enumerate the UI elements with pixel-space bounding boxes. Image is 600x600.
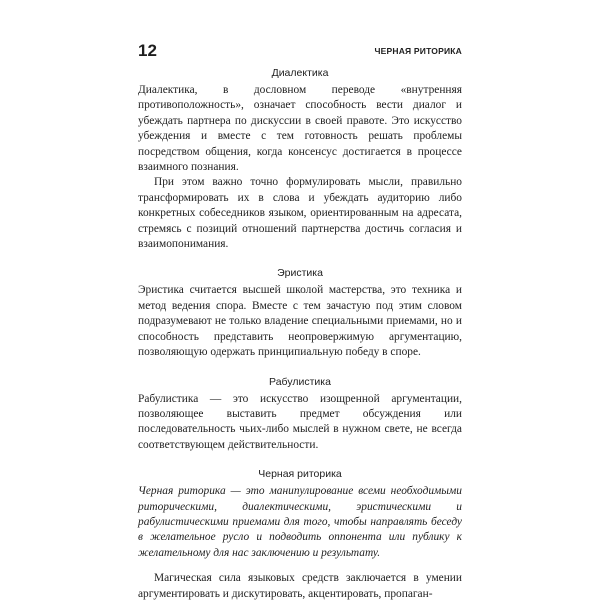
paragraph: При этом важно точно формулировать мысли, правильно трансформировать их в слова и убеждать аудиторию либо конкретных собеседников языком, ориентированным на адресата, стремясь с позиций отношений партнерства достичь согласия и взаимопонимания. bbox=[138, 176, 462, 251]
italic-definition: Черная риторика — это манипулирование всеми необходимыми риторическими, диалектическими, эристическими и рабулистическими приемами для того, чтобы направлять беседу в желательное русло и подводить оппонента или публику к желательному для нас заключению и результату. bbox=[138, 485, 462, 559]
paragraph: Диалектика, в дословном переводе «внутренняя противоположность», означает способность вести диалог и убеждать партнера по дискуссии в своей правоте. Это искусство убеждения и вместе с тем готовность решать проблемы посредством общения, когда консенсус достигается в процессе взаимного познания. bbox=[138, 84, 462, 174]
running-title: ЧЕРНАЯ РИТОРИКА bbox=[374, 46, 462, 56]
spacer bbox=[138, 561, 462, 571]
spacer bbox=[138, 361, 462, 375]
section-eristics bbox=[138, 266, 462, 360]
section-black-rhetoric bbox=[138, 467, 462, 600]
page-content bbox=[138, 66, 462, 600]
page-number: 12 bbox=[138, 41, 157, 60]
paragraph: Рабулистика — это искусство изощренной аргументации, позволяющее выставить предмет обсуждения или последовательность чьих-либо мыслей в нужном свете, не всегда соответствующем действительности. bbox=[138, 392, 462, 451]
section-rabulistics bbox=[138, 375, 462, 454]
section-heading: Эристика bbox=[277, 267, 323, 280]
page-header bbox=[138, 40, 462, 62]
section-heading: Диалектика bbox=[271, 67, 329, 79]
spacer bbox=[138, 252, 462, 266]
spacer bbox=[138, 453, 462, 467]
paragraph: Магическая сила языковых средств заключается в умении аргументировать и дискутировать, акцентировать, пропаган- bbox=[138, 572, 462, 600]
section-heading: Рабулистика bbox=[269, 375, 331, 388]
section-heading: Черная риторика bbox=[258, 468, 342, 481]
paragraph: Эристика считается высшей школой мастерства, это техника и метод ведения спора. Вместе с тем зачастую под этим словом подразумевают не только владение специальными приемами, но и способность представить неопровержимую аргументацию, позволяющую одержать принципиальную победу в споре. bbox=[138, 284, 462, 359]
section-dialectics bbox=[138, 66, 462, 252]
